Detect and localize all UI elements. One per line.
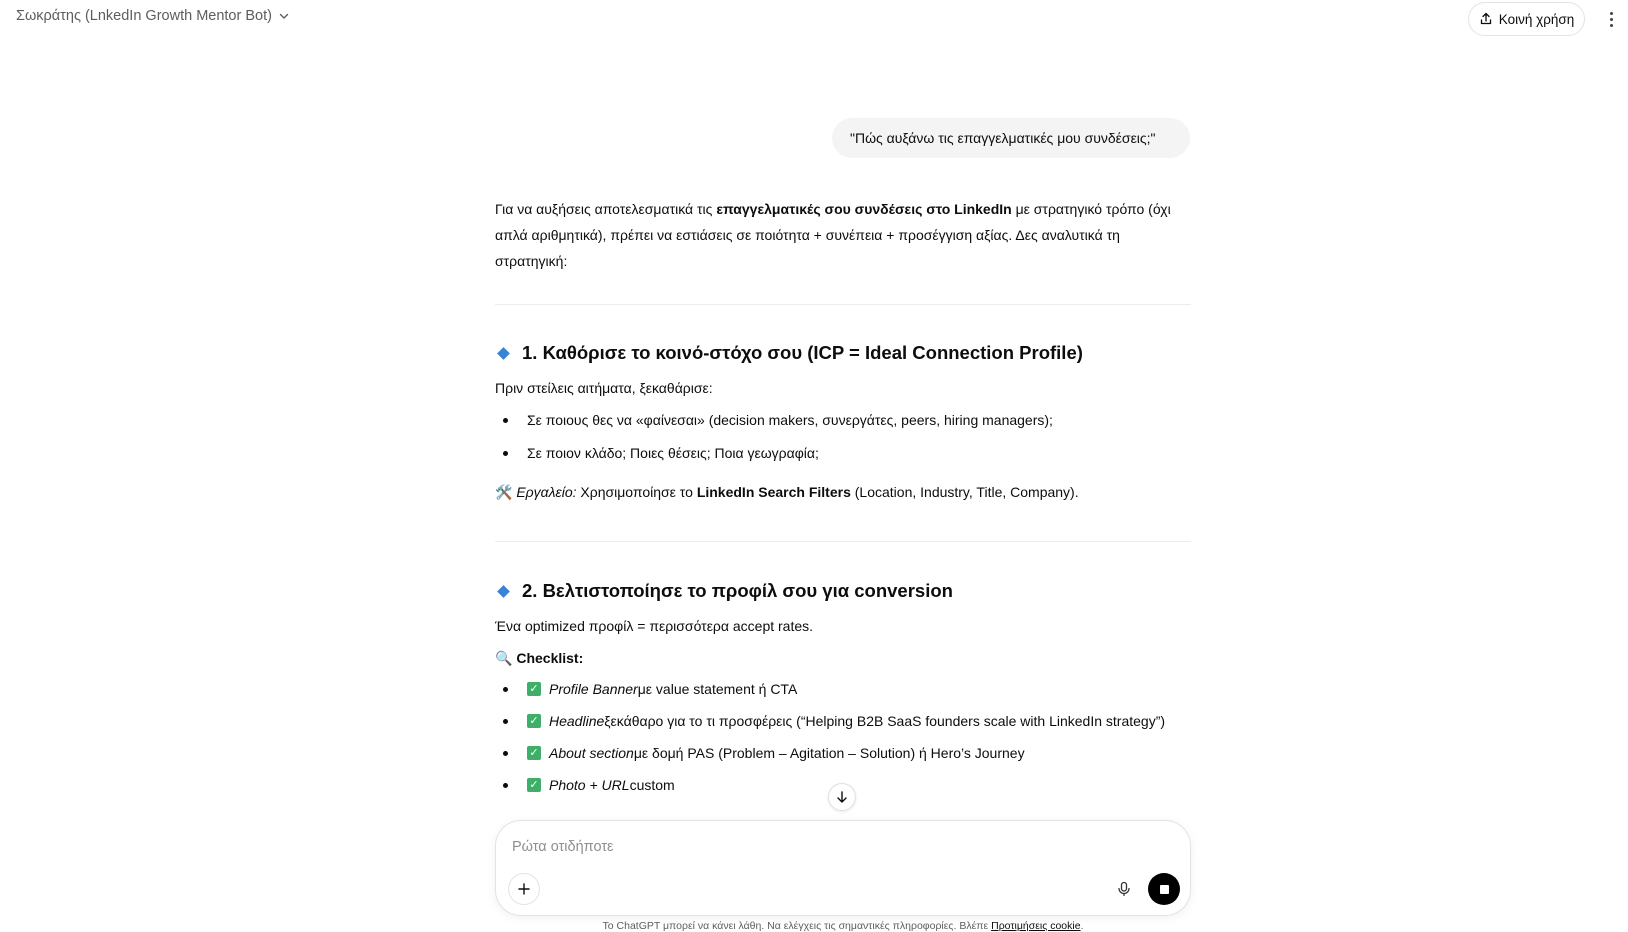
tool-label: Εργαλείο: xyxy=(516,484,577,500)
bullet-dot xyxy=(503,418,508,423)
checkmark-icon: ✓ xyxy=(527,778,541,792)
intro-bold: επαγγελματικές σου συνδέσεις στο LinkedIn xyxy=(716,201,1012,217)
item-text: ξεκάθαρο για το τι προσφέρεις (“Helping B2B SaaS founders scale with LinkedIn strategy”) xyxy=(604,713,1166,729)
user-message-bubble xyxy=(832,118,1190,158)
intro-text-1: Για να αυξήσεις αποτελεσματικά τις xyxy=(495,201,717,217)
list-item-text: Σε ποιον κλάδο; Ποιες θέσεις; Ποια γεωγραφία; xyxy=(527,445,819,461)
section-2-heading xyxy=(499,580,953,602)
list-item xyxy=(503,681,797,697)
item-text: με value statement ή CTA xyxy=(637,681,798,697)
bullet-dot xyxy=(503,451,508,456)
voice-input-button[interactable] xyxy=(1108,873,1140,905)
bullet-dot xyxy=(503,783,508,788)
diamond-bullet-icon xyxy=(497,347,510,360)
stop-icon xyxy=(1160,885,1169,894)
divider xyxy=(495,541,1191,542)
scroll-to-bottom-button[interactable] xyxy=(828,783,856,811)
stop-button[interactable] xyxy=(1148,873,1180,905)
bullet-dot xyxy=(503,719,508,724)
model-name: Σωκράτης (LnkedIn Growth Mentor Bot) xyxy=(16,8,272,24)
item-emphasis: Headline xyxy=(549,713,605,729)
bullet-dot xyxy=(503,751,508,756)
disclaimer-text: Το ChatGPT μπορεί να κάνει λάθη. Να ελέγχεις τις σημαντικές πληροφορίες. Βλέπε xyxy=(602,920,992,932)
list-item-text: Σε ποιους θες να «φαίνεσαι» (decision makers, συνεργάτες, peers, hiring managers); xyxy=(527,412,1053,428)
user-message-text: "Πώς αυξάνω τις επαγγελματικές μου συνδέσεις;" xyxy=(850,130,1156,146)
chevron-down-icon xyxy=(278,10,290,22)
checklist-label: Checklist: xyxy=(516,650,584,666)
section-1-title: 1. Καθόρισε το κοινό-στόχο σου (ICP = Ideal Connection Profile) xyxy=(522,342,1083,363)
tool-bold: LinkedIn Search Filters xyxy=(696,484,851,500)
intro-text-2: με στρατηγικό τρόπο (όχι απλά αριθμητικά), πρέπει να εστιάσεις σε ποιότητα + συνέπεια + προσέγγιση αξίας. Δες αναλυτικά τη στρατηγική: xyxy=(495,201,1171,269)
diamond-bullet-icon xyxy=(497,585,510,598)
composer xyxy=(495,820,1191,916)
checkmark-icon: ✓ xyxy=(527,746,541,760)
section-2-lead: Ένα optimized προφίλ = περισσότερα accept rates. xyxy=(495,618,814,634)
disclaimer-footer xyxy=(0,920,1628,932)
top-header xyxy=(0,0,1628,38)
microphone-icon xyxy=(1116,881,1132,897)
item-text: custom xyxy=(629,777,675,793)
list-item xyxy=(503,777,675,793)
section-1-heading xyxy=(499,342,1083,364)
list-item xyxy=(503,745,1025,761)
tools-icon: 🛠️ xyxy=(495,484,513,500)
tool-text: (Location, Industry, Title, Company). xyxy=(850,484,1079,500)
tool-tip-line xyxy=(495,484,1079,501)
prompt-input[interactable] xyxy=(512,835,1152,859)
divider xyxy=(495,304,1191,305)
item-text: με δομή PAS (Problem – Agitation – Solution) ή Hero’s Journey xyxy=(633,745,1025,761)
model-picker[interactable] xyxy=(16,8,290,24)
share-button[interactable] xyxy=(1468,2,1585,36)
share-label: Κοινή χρήση xyxy=(1498,11,1575,27)
item-emphasis: Photo + URL xyxy=(549,777,630,793)
section-1-lead: Πριν στείλεις αιτήματα, ξεκαθάρισε: xyxy=(495,380,713,396)
list-item xyxy=(503,412,1053,428)
list-item xyxy=(503,713,1165,729)
cookie-preferences-link[interactable]: Προτιμήσεις cookie xyxy=(991,920,1081,932)
magnifier-icon: 🔍 xyxy=(495,650,513,666)
tool-text: Χρησιμοποίησε το xyxy=(576,484,697,500)
item-emphasis: About section xyxy=(549,745,634,761)
list-item xyxy=(503,445,819,461)
attach-button[interactable] xyxy=(508,873,540,905)
checkmark-icon: ✓ xyxy=(527,714,541,728)
assistant-intro xyxy=(495,196,1191,274)
plus-icon xyxy=(517,882,531,896)
arrow-down-icon xyxy=(835,790,849,804)
checkmark-icon: ✓ xyxy=(527,682,541,696)
section-2-title: 2. Βελτιστοποίησε το προφίλ σου για conversion xyxy=(522,580,953,601)
checklist-heading xyxy=(495,650,583,667)
kebab-menu-icon[interactable] xyxy=(1602,6,1620,32)
disclaimer-end: . xyxy=(1080,920,1084,932)
item-emphasis: Profile Banner xyxy=(549,681,638,697)
bullet-dot xyxy=(503,687,508,692)
share-upload-icon xyxy=(1479,12,1493,26)
